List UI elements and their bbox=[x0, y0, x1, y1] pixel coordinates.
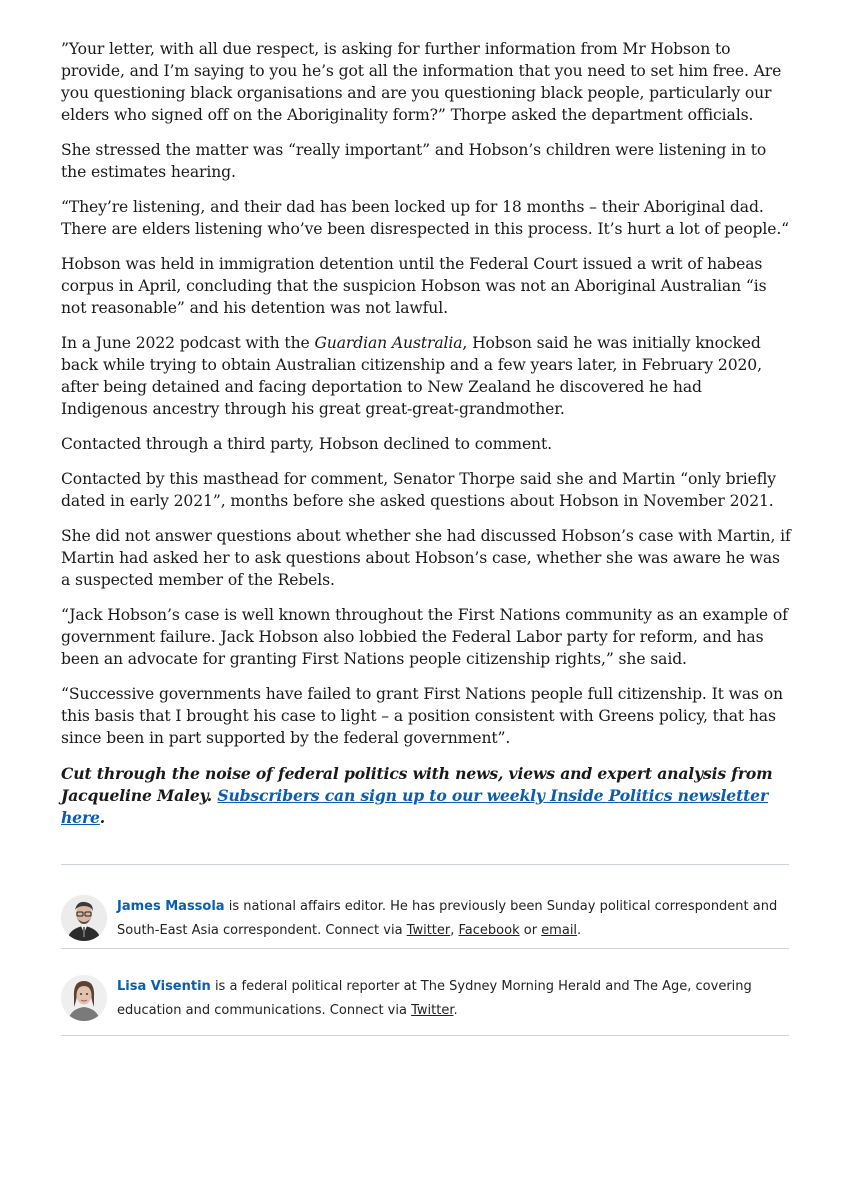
paragraph bbox=[61, 332, 791, 420]
author-bio-visentin bbox=[61, 975, 789, 1037]
paragraph: “Successive governments have failed to grant First Nations people full citizenship. It was on this basis that I brought his case to light – a position consistent with Greens policy, that has since been in part supported by the federal government”. bbox=[61, 685, 783, 747]
author-bio-text bbox=[117, 895, 789, 943]
paragraph: Hobson was held in immigration detention until the Federal Court issued a writ of habeas corpus in April, concluding that the suspicion Hobson was not an Aboriginal Australian “is not reasonable” and his detention was not lawful. bbox=[61, 255, 767, 317]
email-link[interactable]: email bbox=[541, 923, 578, 938]
publication-name: Guardian Australia bbox=[314, 334, 463, 352]
paragraph: She did not answer questions about whether she had discussed Hobson’s case with Martin, if Martin had asked her to ask questions about Hobson’s case, whether she was aware he was a suspected member of the Rebels. bbox=[61, 527, 791, 589]
separator: or bbox=[519, 923, 542, 938]
paragraph: Contacted through a third party, Hobson declined to comment. bbox=[61, 435, 552, 453]
paragraph: ”Your letter, with all due respect, is asking for further information from Mr Hobson to provide, and I’m saying to you he’s got all the information that you need to set him free. Are you questioning black organisations and are you questioning black people, particularly our elders who signed off on the Aboriginality form?” Thorpe asked the department officials. bbox=[61, 40, 782, 124]
author-bio-text bbox=[117, 975, 789, 1023]
author-portrait-icon bbox=[61, 975, 107, 1021]
separator: , bbox=[450, 923, 459, 938]
promo-end: . bbox=[99, 808, 106, 827]
paragraph: “Jack Hobson’s case is well known throughout the First Nations community as an example of government failure. Jack Hobson also lobbied the Federal Labor party for reform, and has been an advocate for granting First Nations people citizenship rights,” she said. bbox=[61, 606, 788, 668]
author-name-link[interactable]: Lisa Visentin bbox=[117, 979, 211, 994]
newsletter-promo bbox=[61, 763, 791, 829]
author-portrait-icon bbox=[61, 895, 107, 941]
bio-end: . bbox=[577, 923, 582, 938]
paragraph: “They’re listening, and their dad has been locked up for 18 months – their Aboriginal dad. There are elders listening who’ve been disrespected in this process. It’s hurt a lot of people.“ bbox=[61, 198, 790, 238]
newsletter-signup-link[interactable]: Subscribers can sign up to our weekly Inside Politics newsletter here bbox=[61, 786, 769, 827]
paragraph: She stressed the matter was “really important” and Hobson’s children were listening in to the estimates hearing. bbox=[61, 141, 767, 181]
facebook-link[interactable]: Facebook bbox=[458, 923, 520, 938]
paragraph-text: , Hobson said he was initially knocked back while trying to obtain Australian citizenship and a few years later, in February 2020, after being detained and facing deportation to New Zealand he discovered he had Indigenous ancestry through his great great-great-grandmother. bbox=[61, 334, 762, 418]
avatar bbox=[61, 895, 107, 941]
twitter-link[interactable]: Twitter bbox=[406, 923, 451, 938]
divider bbox=[61, 864, 789, 865]
paragraph-text: In a June 2022 podcast with the bbox=[61, 334, 315, 352]
author-name-link[interactable]: James Massola bbox=[117, 899, 225, 914]
avatar bbox=[61, 975, 107, 1021]
twitter-link[interactable]: Twitter bbox=[411, 1003, 454, 1018]
bio-description: is a federal political reporter at The Sydney Morning Herald and The Age, covering education and communications. Connect via bbox=[117, 979, 752, 1018]
bio-description: is national affairs editor. He has previously been Sunday political correspondent and South-East Asia correspondent. Connect via bbox=[117, 899, 778, 938]
divider bbox=[61, 948, 789, 949]
bio-end: . bbox=[453, 1003, 458, 1018]
divider bbox=[61, 1035, 789, 1036]
promo-text: Cut through the noise of federal politics with news, views and expert analysis from Jacqueline Maley. bbox=[61, 764, 773, 805]
paragraph: Contacted by this masthead for comment, Senator Thorpe said she and Martin “only briefly dated in early 2021”, months before she asked questions about Hobson in November 2021. bbox=[61, 470, 776, 510]
article-body bbox=[61, 38, 791, 829]
